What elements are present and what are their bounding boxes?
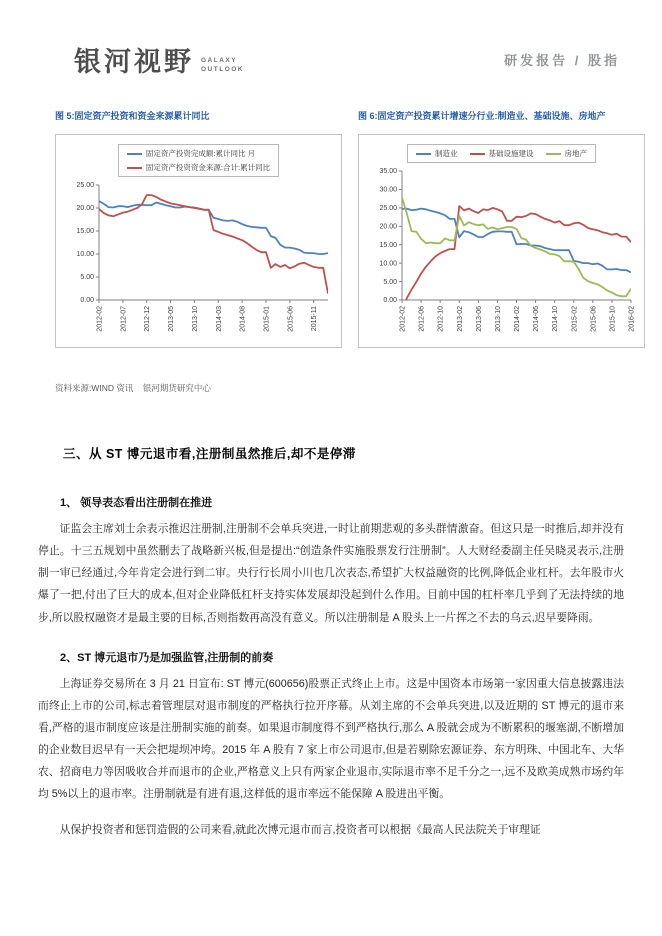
logo-subtitle-line2: OUTLOOK: [201, 66, 244, 74]
svg-text:2015-10: 2015-10: [608, 306, 616, 332]
svg-text:10.00: 10.00: [75, 251, 94, 259]
legend-label: 基础设施建设: [488, 149, 534, 158]
svg-text:2012-12: 2012-12: [143, 306, 151, 332]
page-header: [0, 0, 662, 79]
legend-line-marker: [416, 153, 431, 155]
svg-text:2012-02: 2012-02: [399, 306, 406, 332]
legend-label: 固定资产投资完成额:累计同比 月: [145, 149, 256, 158]
svg-text:15.00: 15.00: [75, 228, 94, 236]
svg-text:2013-02: 2013-02: [456, 306, 464, 332]
series-line: [402, 206, 631, 309]
svg-text:2012-07: 2012-07: [119, 306, 127, 332]
charts-row: [55, 134, 662, 348]
svg-text:2013-10: 2013-10: [191, 306, 199, 332]
legend-item: [416, 148, 458, 159]
svg-text:2014-08: 2014-08: [239, 306, 247, 332]
legend-line-marker: [546, 153, 561, 155]
svg-text:20.00: 20.00: [75, 205, 94, 213]
legend-label: 房地产: [564, 149, 587, 158]
svg-text:25.00: 25.00: [75, 182, 94, 190]
svg-text:2015-02: 2015-02: [570, 306, 578, 332]
legend-label: 制造业: [435, 149, 458, 158]
fixed-asset-investment-line-chart: [63, 180, 335, 344]
investment-by-industry-line-chart: [366, 166, 638, 344]
chart-legend: [407, 144, 596, 163]
legend-item: [546, 148, 588, 159]
investment-by-industry-chart-box: [358, 134, 645, 348]
svg-text:2015-11: 2015-11: [310, 306, 318, 332]
svg-text:20.00: 20.00: [378, 223, 397, 231]
series-line: [402, 209, 631, 273]
svg-text:30.00: 30.00: [378, 186, 397, 194]
section-title: 三、从 ST 博元退市看,注册制虽然推后,却不是停滞: [63, 447, 356, 461]
figure6-caption: 图 6:固定资产投资累计增速分行业:制造业、基础设施、房地产: [358, 111, 606, 121]
svg-text:0.00: 0.00: [79, 297, 94, 305]
svg-text:0.00: 0.00: [382, 297, 397, 305]
svg-text:2015-01: 2015-01: [262, 306, 270, 332]
figure5-caption: 图 5:固定资产投资和资金来源累计同比: [55, 111, 210, 121]
report-type-label: 研发报告 / 股指: [504, 53, 620, 68]
svg-text:2012-06: 2012-06: [418, 306, 426, 332]
svg-text:2012-10: 2012-10: [437, 306, 445, 332]
legend-item: [127, 148, 255, 159]
subsection1-title: 1、 领导表态看出注册制在推进: [60, 497, 213, 509]
svg-text:2014-10: 2014-10: [551, 306, 559, 332]
svg-text:5.00: 5.00: [382, 278, 397, 286]
article-body: [0, 444, 662, 842]
legend-item: [127, 162, 270, 173]
paragraph-2: 上海证券交易所在 3 月 21 日宣布: ST 博元(600656)股票正式终止上市。这是中国资本市场第一家因重大信息披露违法而终止上市的公司,标志着管理层对退市制度的严格执行拉开序幕。从刘主席的不会单兵突进,以及近期的 ST 博元的退市来看,严格的退市制度应该是注册制实施的前奏。如果退市制度得不到严格执行,那么 A 股就会成为不断累积的堰塞湖,不断增加的企业数目迟早有一天会把堤坝冲垮。2015 年 A 股有 7 家上市公司退市,但是若剔除宏源证券、东方明珠、中国北车、大华农、招商电力等因吸收合并而退市的企业,严格意义上只有两家企业退市,实际退市率不足千分之一,远不及欧美成熟市场约年均 5%以上的退市率。注册制就是有进有退,这样低的退市率远不能保障 A 股进出平衡。: [38, 677, 624, 801]
legend-line-marker: [470, 153, 485, 155]
data-source-note: 资料来源:WIND 资讯 银河期货研究中心: [55, 383, 211, 393]
svg-text:35.00: 35.00: [378, 168, 397, 176]
paragraph-1: 证监会主席刘士余表示推迟注册制,注册制不会单兵突进,一时让前期悲观的多头群情激奋。但这只是一时推后,却并没有停止。十三五规划中虽然删去了战略新兴板,但是提出:“创造条件实施股票发行注册制”。人大财经委副主任吴晓灵表示,注册制一审已经通过,今年肯定会进行到二审。央行行长周小川也几次表态,希望扩大权益融资的比例,降低企业杠杆。去年股市火爆了一把,付出了巨大的成本,但对企业降低杠杆支持实体发展却没起到什么作用。目前中国的杠杆率几乎到了无法持续的地步,所以股权融资才是最主要的目标,否则指数再高没有意义。所以注册制是 A 股头上一片挥之不去的乌云,迟早要降雨。: [38, 523, 624, 624]
svg-text:2014-06: 2014-06: [532, 306, 540, 332]
logo-title: 银河视野: [74, 47, 194, 77]
svg-text:5.00: 5.00: [79, 274, 94, 282]
svg-text:2014-03: 2014-03: [215, 306, 223, 332]
logo-subtitle: [201, 57, 244, 79]
legend-line-marker: [127, 153, 142, 155]
galaxy-logo: [74, 40, 244, 79]
fixed-asset-investment-chart-box: [55, 134, 342, 348]
svg-text:2015-06: 2015-06: [286, 306, 294, 332]
svg-text:2014-02: 2014-02: [513, 306, 521, 332]
legend-line-marker: [127, 167, 142, 169]
figure-captions-row: [55, 109, 662, 122]
legend-label: 固定资产投资资金来源:合计:累计同比: [145, 163, 271, 172]
legend-item: [470, 148, 534, 159]
svg-text:2015-06: 2015-06: [589, 306, 597, 332]
paragraph-3: 从保护投资者和惩罚造假的公司来看,就此次博元退市而言,投资者可以根据《最高人民法院关于审理证: [59, 824, 541, 837]
svg-text:2016-02: 2016-02: [628, 306, 635, 332]
svg-text:25.00: 25.00: [378, 205, 397, 213]
svg-text:2013-05: 2013-05: [167, 306, 175, 332]
chart-legend: [118, 144, 279, 177]
svg-text:15.00: 15.00: [378, 241, 397, 249]
svg-text:2013-06: 2013-06: [475, 306, 483, 332]
series-line: [99, 195, 328, 294]
svg-text:2012-02: 2012-02: [96, 306, 103, 332]
subsection2-title: 2、ST 博元退市乃是加强监管,注册制的前奏: [60, 651, 274, 664]
svg-text:2013-10: 2013-10: [494, 306, 502, 332]
svg-text:10.00: 10.00: [378, 260, 397, 268]
logo-subtitle-line1: GALAXY: [201, 57, 238, 65]
